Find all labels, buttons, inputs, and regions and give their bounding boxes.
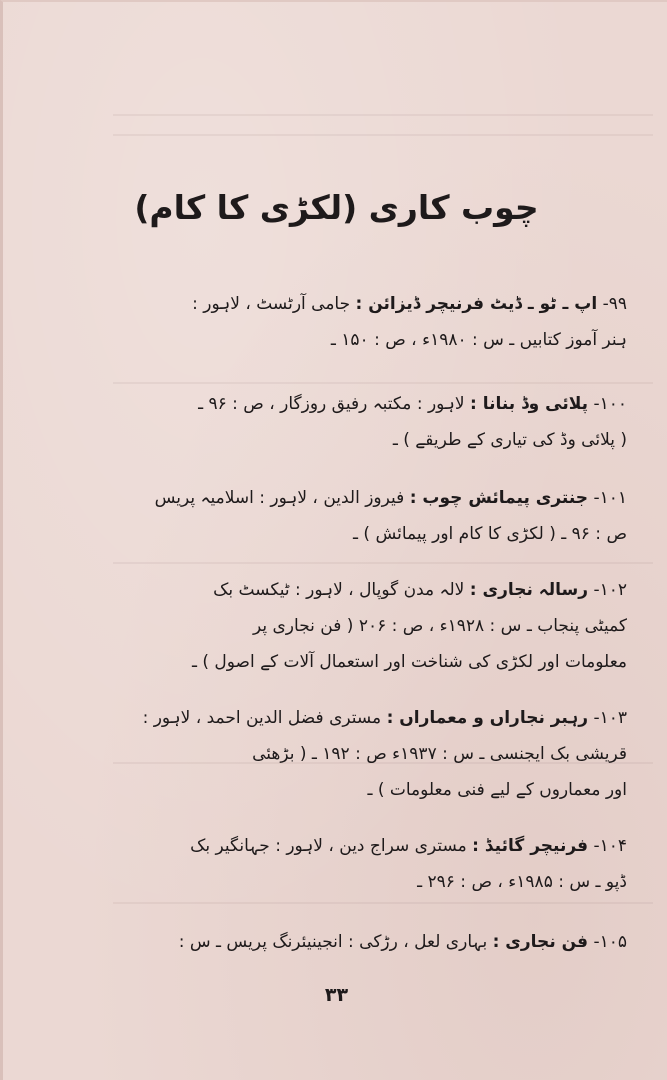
entry-99	[37, 286, 627, 358]
entry-line: معلومات اور لکڑی کی شناخت اور استعمال آلات کے اصول ) ـ	[191, 652, 627, 672]
bleed-through-line	[113, 562, 653, 564]
entry-heading: اپ ـ ٹو ـ ڈیٹ فرنیچر ڈیزائن :	[355, 294, 598, 314]
entry-number: ۱۰۲-	[593, 580, 627, 600]
entry-text: فیروز الدین ، لاہور : اسلامیہ پریس	[154, 488, 410, 508]
entry-first-line	[37, 480, 627, 516]
entry-first-line	[37, 572, 627, 608]
page-title: چوب کاری (لکڑی کا کام)	[134, 188, 539, 227]
entry-line: قریشی بک ایجنسی ـ س : ۱۹۳۷ء ص : ۱۹۲ ـ ( بڑھئی	[252, 744, 627, 764]
entry-number: ۱۰۳-	[593, 708, 627, 728]
entry-heading: رہبر نجاراں و معماراں :	[386, 708, 589, 728]
entry-line: کمیٹی پنجاب ـ س : ۱۹۲۸ء ، ص : ۲۰۶ ( فن نجاری پر	[252, 616, 627, 636]
entry-text: بہاری لعل ، رڑکی : انجینیئرنگ پریس ـ س :	[178, 932, 493, 952]
entry-first-line	[37, 700, 627, 736]
entry-103	[37, 700, 627, 808]
entry-text: لاہور : مکتبہ رفیق روزگار ، ص : ۹۶ ـ	[198, 394, 470, 414]
bleed-through-line	[113, 114, 653, 116]
page-number: ۳۳	[324, 984, 349, 1006]
entry-line: ص : ۹۶ ـ ( لکڑی کا کام اور پیمائش ) ـ	[353, 524, 627, 544]
entry-text: لالہ مدن گوپال ، لاہور : ٹیکسٹ بک	[213, 580, 470, 600]
entry-heading: فن نجاری :	[492, 932, 589, 952]
entry-heading: فرنیچر گائیڈ :	[472, 836, 589, 856]
entry-number: ۱۰۰-	[593, 394, 627, 414]
entry-text: مستری سراج دین ، لاہور : جہانگیر بک	[190, 836, 473, 856]
entry-104	[37, 828, 627, 900]
entry-102	[37, 572, 627, 680]
entry-first-line	[37, 924, 627, 960]
entry-line: اور معماروں کے لیے فنی معلومات ) ـ	[367, 780, 627, 800]
bleed-through-line	[113, 382, 653, 384]
entry-line: ( پلائی وڈ کی تیاری کے طریقے ) ـ	[392, 430, 627, 450]
entry-first-line	[37, 828, 627, 864]
entry-number: ۱۰۱-	[593, 488, 627, 508]
entry-first-line	[37, 286, 627, 322]
entry-text: مستری فضل الدین احمد ، لاہور :	[142, 708, 387, 728]
bleed-through-line	[113, 134, 653, 136]
entry-100	[37, 386, 627, 458]
entry-heading: جنتری پیمائش چوب :	[409, 488, 589, 508]
entry-number: ۱۰۴-	[593, 836, 627, 856]
entry-101	[37, 480, 627, 552]
entry-heading: رسالہ نجاری :	[469, 580, 589, 600]
entry-first-line	[37, 386, 627, 422]
entry-heading: پلائی وڈ بنانا :	[470, 394, 589, 414]
entry-number: ۱۰۵-	[593, 932, 627, 952]
bleed-through-line	[113, 902, 653, 904]
entry-number: ۹۹-	[602, 294, 627, 314]
entry-text: جامی آرٹسٹ ، لاہور :	[192, 294, 356, 314]
entry-105	[37, 924, 627, 960]
entry-line: ڈپو ـ س : ۱۹۸۵ء ، ص : ۲۹۶ ـ	[417, 872, 627, 892]
entry-line: ہنر آموز کتابیں ـ س : ۱۹۸۰ء ، ص : ۱۵۰ ـ	[330, 330, 627, 350]
